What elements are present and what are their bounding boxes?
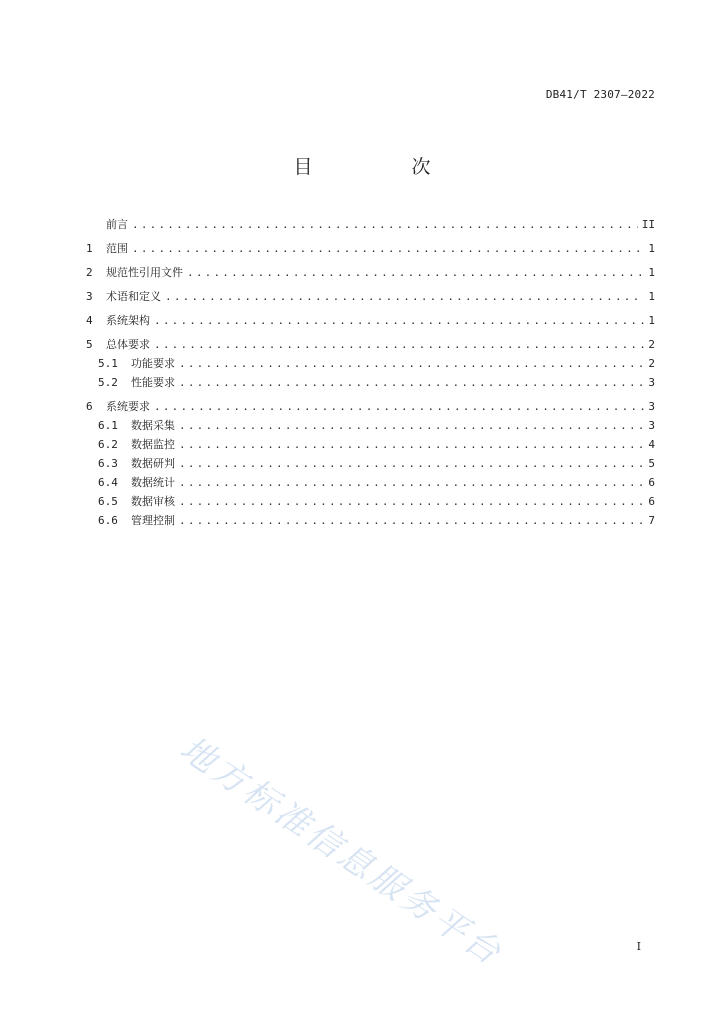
toc-leader-dots: [179, 476, 644, 489]
toc-entry-number: 6.3: [98, 457, 118, 470]
toc-entry-label: 规范性引用文件: [106, 266, 183, 279]
standard-code: DB41/T 2307—2022: [545, 88, 655, 101]
toc-entry-page: 3: [648, 376, 655, 389]
toc-entry-page: 5: [648, 457, 655, 470]
toc-entry[interactable]: [86, 336, 655, 355]
toc-entry-label: 系统架构: [106, 314, 150, 327]
toc-leader-dots: [132, 242, 644, 255]
toc-entry-number: 5.2: [98, 376, 118, 389]
toc-entry-label: 术语和定义: [106, 290, 161, 303]
toc-entry-page: 3: [648, 419, 655, 432]
toc-entry-number: 2: [86, 266, 93, 279]
toc-entry[interactable]: [86, 474, 655, 493]
toc-leader-dots: [179, 438, 644, 451]
toc-entry-label: 数据研判: [131, 457, 175, 470]
toc-leader-dots: [187, 266, 644, 279]
toc-entry-page: 6: [648, 495, 655, 508]
toc-entry-number: 5: [86, 338, 93, 351]
toc-entry[interactable]: [86, 355, 655, 374]
toc-entry-label: 系统要求: [106, 400, 150, 413]
toc-entry-number: 4: [86, 314, 93, 327]
toc-entry-label: 范围: [106, 242, 128, 255]
toc-leader-dots: [132, 218, 638, 231]
toc-entry-label: 总体要求: [106, 338, 150, 351]
toc-entry[interactable]: [86, 512, 655, 531]
toc-entry[interactable]: [86, 493, 655, 512]
toc-entry-page: 6: [648, 476, 655, 489]
toc-entry-label: 前言: [106, 218, 128, 231]
toc-entry[interactable]: [86, 436, 655, 455]
toc-entry[interactable]: [86, 264, 655, 283]
toc-entry-label: 数据监控: [131, 438, 175, 451]
toc-entry-label: 性能要求: [131, 376, 175, 389]
toc-leader-dots: [154, 338, 644, 351]
toc-entry-number: 6.4: [98, 476, 118, 489]
toc-entry-page: II: [641, 218, 655, 231]
toc-leader-dots: [165, 290, 644, 303]
toc-entry[interactable]: [86, 398, 655, 417]
toc-entry[interactable]: [86, 417, 655, 436]
toc-leader-dots: [179, 419, 644, 432]
toc-entry-number: 3: [86, 290, 93, 303]
toc-entry-number: 6.2: [98, 438, 118, 451]
toc-leader-dots: [179, 376, 644, 389]
table-of-contents: [86, 216, 655, 531]
page-title: 目 次: [293, 156, 471, 178]
toc-entry-number: 1: [86, 242, 93, 255]
toc-entry[interactable]: [86, 216, 655, 235]
toc-entry-number: 6.5: [98, 495, 118, 508]
toc-entry-page: 2: [648, 338, 655, 351]
watermark-text: 地方标准信息服务平台: [172, 728, 511, 975]
toc-entry[interactable]: [86, 374, 655, 393]
toc-entry-page: 1: [648, 266, 655, 279]
toc-leader-dots: [179, 457, 644, 470]
toc-entry-page: 1: [648, 290, 655, 303]
toc-entry-label: 功能要求: [131, 357, 175, 370]
toc-entry-page: 1: [648, 314, 655, 327]
toc-entry-label: 数据审核: [131, 495, 175, 508]
toc-entry-number: 6.1: [98, 419, 118, 432]
toc-leader-dots: [154, 400, 644, 413]
toc-entry[interactable]: [86, 240, 655, 259]
footer-page-number: I: [636, 940, 641, 953]
toc-entry-page: 2: [648, 357, 655, 370]
toc-entry[interactable]: [86, 312, 655, 331]
toc-entry-label: 管理控制: [131, 514, 175, 527]
toc-entry-number: 5.1: [98, 357, 118, 370]
toc-entry[interactable]: [86, 288, 655, 307]
toc-entry-label: 数据采集: [131, 419, 175, 432]
toc-entry-number: 6.6: [98, 514, 118, 527]
toc-entry-page: 4: [648, 438, 655, 451]
toc-leader-dots: [179, 514, 644, 527]
toc-entry[interactable]: [86, 455, 655, 474]
toc-leader-dots: [179, 495, 644, 508]
toc-entry-number: 6: [86, 400, 93, 413]
toc-leader-dots: [179, 357, 644, 370]
toc-leader-dots: [154, 314, 644, 327]
toc-entry-page: 1: [648, 242, 655, 255]
toc-entry-label: 数据统计: [131, 476, 175, 489]
toc-entry-page: 3: [648, 400, 655, 413]
toc-entry-page: 7: [648, 514, 655, 527]
